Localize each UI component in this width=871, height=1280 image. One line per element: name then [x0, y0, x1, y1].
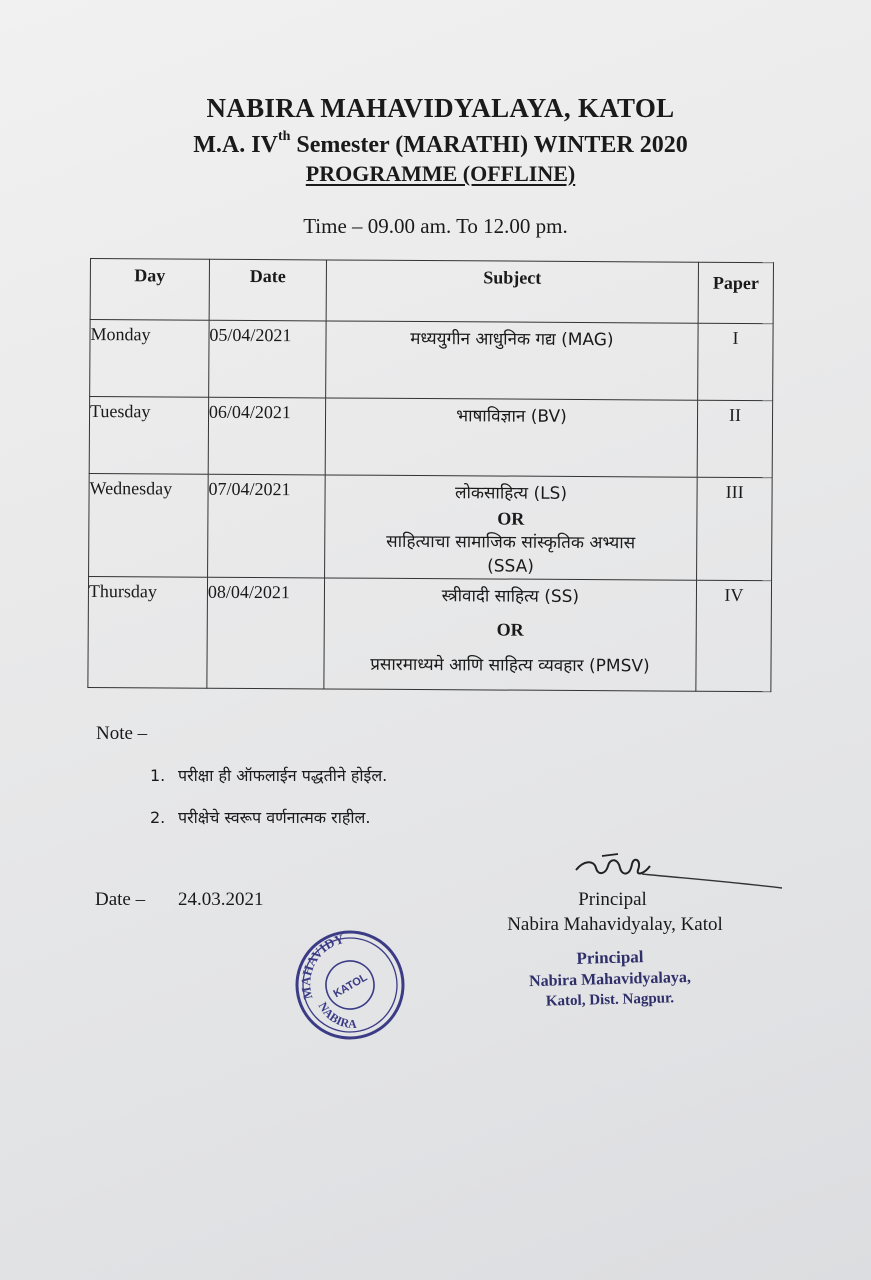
- note-text: परीक्षेचे स्वरूप वर्णनात्मक राहील.: [178, 808, 371, 827]
- list-item: [150, 764, 387, 806]
- table-row: [88, 576, 772, 691]
- header-paper: Paper: [698, 262, 773, 323]
- notes-list: [150, 764, 387, 848]
- row-day: Tuesday: [89, 397, 208, 475]
- row-date: 06/04/2021: [208, 397, 325, 475]
- college-name: NABIRA MAHAVIDYALAYA, KATOL: [206, 93, 675, 123]
- row-date: 05/04/2021: [209, 320, 326, 398]
- date-label: Date –: [95, 889, 146, 910]
- row-subject: [324, 475, 697, 580]
- course-suffix: Semester (MARATHI) WINTER 2020: [290, 132, 688, 158]
- table-header-row: [90, 259, 773, 324]
- header-day: Day: [90, 259, 209, 321]
- header-subject: Subject: [326, 260, 699, 323]
- note-number: 2.: [150, 808, 166, 827]
- subject-or: OR: [496, 619, 524, 640]
- subject-text: भाषाविज्ञान (BV): [456, 406, 567, 427]
- subject-option-b-code: (SSA): [487, 556, 535, 577]
- note-number: 1.: [150, 766, 166, 785]
- course-superscript: th: [277, 129, 291, 144]
- course-title: [5, 129, 871, 159]
- row-subject: [324, 578, 697, 691]
- exam-time: Time – 09.00 am. To 12.00 pm.: [303, 214, 568, 238]
- stamp-line-2: Nabira Mahavidyalaya,: [528, 968, 692, 991]
- note-text: परीक्षा ही ऑफलाईन पद्धतीने होईल.: [178, 766, 388, 785]
- row-day: Thursday: [88, 576, 208, 688]
- principal-org: Nabira Mahavidyalay, Katol: [507, 914, 723, 935]
- subject-text: मध्ययुगीन आधुनिक गद्य (MAG): [410, 328, 614, 351]
- seal-center-text: KATOL: [331, 971, 370, 1001]
- programme-title: [5, 161, 871, 187]
- issue-date: 24.03.2021: [178, 889, 264, 910]
- row-paper: II: [697, 400, 772, 477]
- list-item: [150, 806, 387, 848]
- stamp-line-3: Katol, Dist. Nagpur.: [545, 990, 675, 1010]
- subject-option-a: स्त्रीवादी साहित्य (SS): [441, 586, 580, 607]
- row-paper: I: [698, 323, 773, 400]
- programme-label: PROGRAMME (OFFLINE): [305, 161, 576, 186]
- table-row: [89, 397, 772, 478]
- seal-bottom-text: NABIRA: [315, 999, 357, 1031]
- subject-option-b: प्रसारमाध्यमे आणि साहित्य व्यवहार (PMSV): [370, 654, 650, 677]
- row-day: Wednesday: [89, 473, 209, 577]
- exam-schedule-table: [87, 258, 774, 692]
- seal-top-text: MAHAVIDY: [298, 930, 346, 1001]
- subject-option-b: साहित्याचा सामाजिक सांस्कृतिक अभ्यास: [386, 531, 636, 554]
- subject-or: OR: [497, 508, 525, 529]
- row-date: 07/04/2021: [207, 474, 325, 578]
- note-label: Note –: [96, 723, 148, 744]
- row-date: 08/04/2021: [207, 577, 325, 689]
- row-subject: [325, 398, 698, 477]
- row-paper: IV: [696, 580, 772, 691]
- college-seal: [293, 928, 408, 1043]
- table-row: [90, 320, 773, 401]
- row-subject: [325, 321, 698, 400]
- subject-option-a: लोकसाहित्य (LS): [454, 483, 568, 504]
- course-prefix: M.A. IV: [193, 132, 278, 158]
- table-row: [89, 473, 773, 580]
- row-paper: III: [697, 477, 773, 580]
- row-day: Monday: [90, 320, 209, 398]
- principal-title: Principal: [578, 889, 647, 910]
- stamp-line-1: Principal: [576, 947, 644, 968]
- header-date: Date: [209, 259, 326, 321]
